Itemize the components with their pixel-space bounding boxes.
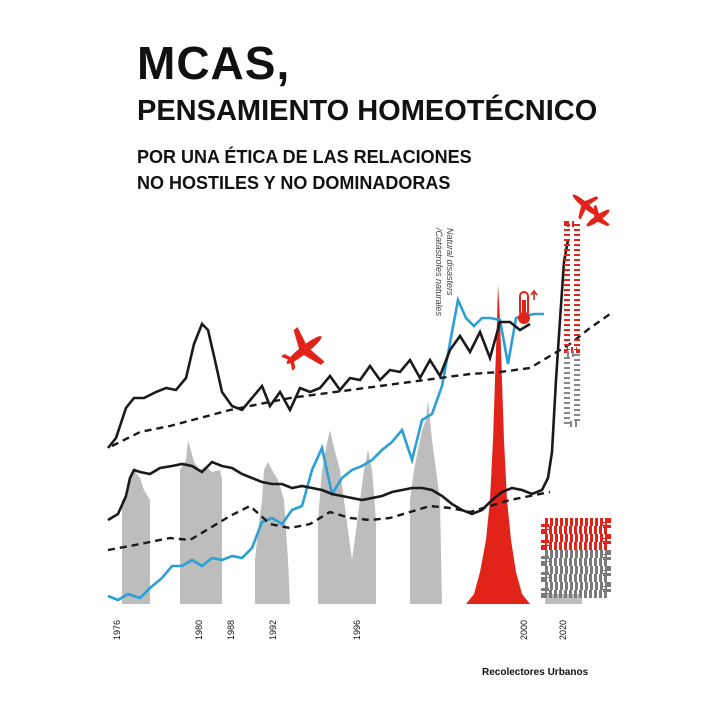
year-label-2020: 2020	[558, 619, 568, 640]
airplane-icon	[273, 319, 335, 381]
year-label-1988: 1988	[226, 619, 236, 640]
year-axis	[112, 620, 568, 640]
year-label-2000: 2000	[519, 619, 529, 640]
building-5	[410, 400, 442, 604]
building-4	[318, 430, 376, 604]
year-label-1976: 1976	[112, 619, 122, 640]
people-icon	[545, 522, 607, 594]
catastrofes-naturales-label: /Catástrofes naturales	[434, 228, 444, 317]
red-dotted-column	[567, 224, 577, 424]
cover-title: MCAS,	[137, 37, 291, 89]
natural-disasters-label: Natural disasters	[445, 228, 455, 296]
publisher-name: Recolectores Urbanos	[482, 667, 589, 678]
thermometer-icon	[518, 291, 537, 324]
year-label-1980: 1980	[194, 619, 204, 640]
year-label-1992: 1992	[268, 619, 278, 640]
crashed-planes-icon	[564, 184, 617, 236]
cover-tagline-line2: NO HOSTILES Y NO DOMINADORAS	[137, 173, 451, 193]
cover-subtitle: PENSAMIENTO HOMEOTÉCNICO	[137, 95, 598, 127]
year-label-1996: 1996	[352, 619, 362, 640]
cover-tagline-line1: POR UNA ÉTICA DE LAS RELACIONES	[137, 147, 472, 167]
